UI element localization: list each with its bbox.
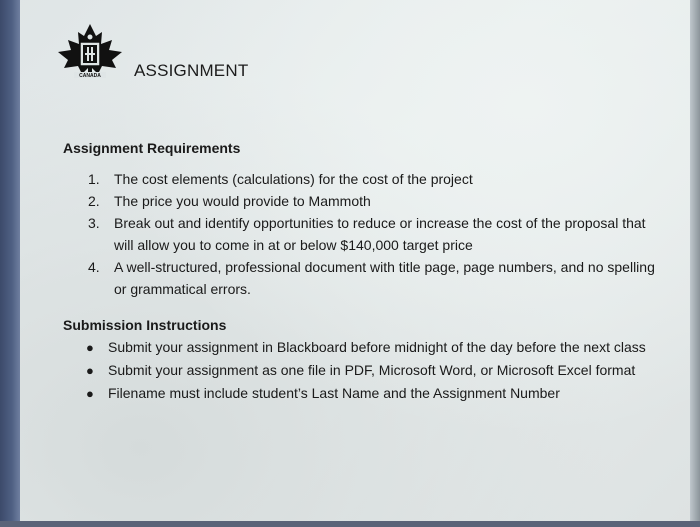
bullet-icon: ● xyxy=(86,340,94,355)
requirement-item xyxy=(88,256,668,300)
submission-list xyxy=(86,336,676,405)
list-number: 4. xyxy=(88,259,100,275)
requirements-list xyxy=(88,168,668,300)
submission-heading: Submission Instructions xyxy=(63,317,227,333)
monitor-bezel-left xyxy=(0,0,20,527)
maple-leaf-crest-logo xyxy=(52,22,128,80)
submission-item xyxy=(86,382,676,405)
submission-item xyxy=(86,359,676,382)
submission-text: Submit your assignment in Blackboard before midnight of the day before the next class xyxy=(108,339,646,355)
requirement-item xyxy=(88,168,668,190)
submission-item xyxy=(86,336,676,359)
list-number: 3. xyxy=(88,215,100,231)
requirement-item xyxy=(88,212,668,256)
requirement-text: A well-structured, professional document with title page, page numbers, and no spelling or grammatical errors. xyxy=(114,259,655,297)
requirements-heading: Assignment Requirements xyxy=(63,140,241,156)
bullet-icon: ● xyxy=(86,363,94,378)
monitor-bezel-bottom xyxy=(0,521,700,527)
bullet-icon: ● xyxy=(86,386,94,401)
requirement-text: The cost elements (calculations) for the cost of the project xyxy=(114,171,473,187)
document-title: ASSIGNMENT xyxy=(134,61,249,80)
submission-text: Filename must include student’s Last Name and the Assignment Number xyxy=(108,385,560,401)
list-number: 2. xyxy=(88,193,100,209)
logo-caption: CANADA xyxy=(79,73,101,79)
requirement-text: Break out and identify opportunities to reduce or increase the cost of the proposal that will allow you to come in at or below $140,000 target price xyxy=(114,215,646,253)
requirement-item xyxy=(88,190,668,212)
list-number: 1. xyxy=(88,171,100,187)
requirement-text: The price you would provide to Mammoth xyxy=(114,193,371,209)
submission-text: Submit your assignment as one file in PDF, Microsoft Word, or Microsoft Excel format xyxy=(108,362,636,378)
monitor-bezel-right xyxy=(690,0,700,527)
